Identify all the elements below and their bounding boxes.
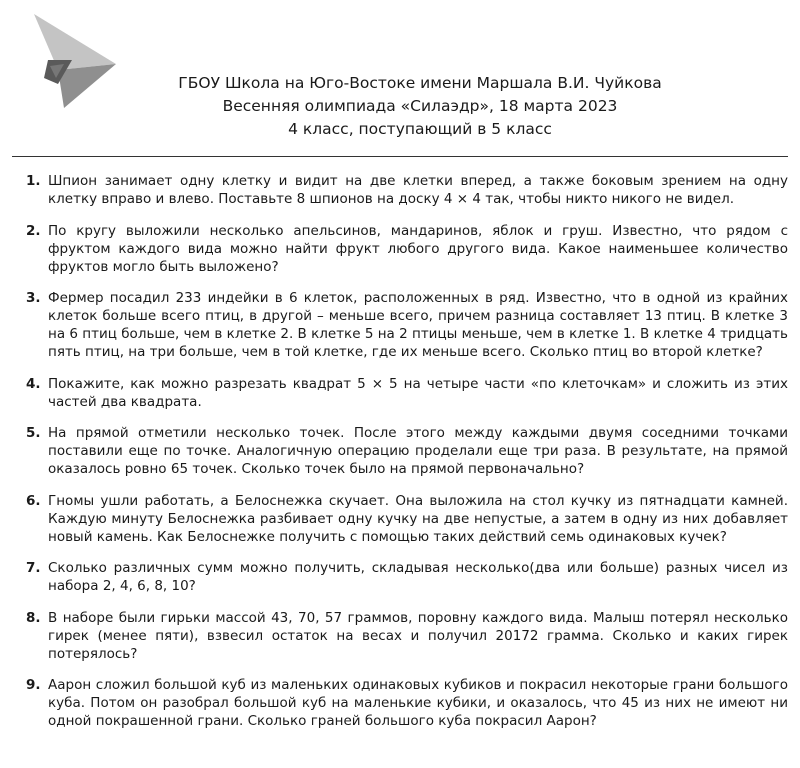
problem-text: Гномы ушли работать, а Белоснежка скучает. Она выложила на стол кучку из пятнадцати камней. Каждую минуту Белоснежка разбивает одну кучку на две непустые, а затем в одну из них добавляет новый камень. Как Белоснежке получить с помощью таких действий семь одинаковых кучек?	[48, 492, 788, 545]
problem-text: Сколько различных сумм можно получить, складывая несколько(два или больше) разных чисел из набора 2, 4, 6, 8, 10?	[48, 560, 788, 594]
logo-upper-wing	[34, 14, 116, 70]
problem-number: 7.	[26, 560, 41, 576]
problem-text: Аарон сложил большой куб из маленьких одинаковых кубиков и покрасил некоторые грани большого куба. Потом он разобрал большой куб на маленькие кубики, и оказалось, что 45 из них не имеют ни одной покрашенной грани. Сколько граней большого куба покрасил Аарон?	[48, 677, 788, 729]
grade-label: 4 класс, поступающий в 5 класс	[288, 120, 552, 138]
problem-text: По кругу выложили несколько апельсинов, мандаринов, яблок и груш. Известно, что рядом с фруктом каждого вида можно найти фрукт любого другого вида. Какое наименьшее количество фруктов могло быть выложено?	[48, 222, 788, 275]
problem-list	[26, 172, 788, 744]
problem-number: 4.	[26, 375, 41, 392]
paper-plane-logo-icon	[28, 12, 120, 112]
document-header	[120, 72, 720, 141]
problem-text: Фермер посадил 233 индейки в 6 клеток, расположенных в ряд. Известно, что в одной из крайних клеток больше всего птиц, в другой – меньше всего, причем разница составляет 13 птиц. В клетке 3 на 6 птиц больше, чем в клетке 2. В клетке 5 на 2 птицы меньше, чем в клетке 1. В клетке 4 тридцать пять птиц, на три больше, чем в той клетке, где их меньше всего. Сколько птиц во второй клетке?	[48, 290, 788, 360]
logo-graphic	[28, 12, 120, 112]
problem-text: Шпион занимает одну клетку и видит на две клетки вперед, а также боковым зрением на одну клетку вправо и влево. Поставьте 8 шпионов на доску 4 × 4 так, чтобы никто никого не видел.	[48, 173, 788, 207]
problem-6	[26, 492, 788, 546]
problem-8	[26, 609, 788, 663]
problem-2	[26, 222, 788, 276]
problem-number: 3.	[26, 290, 41, 306]
olympiad-title: Весенняя олимпиада «Силаэдр», 18 марта 2023	[222, 97, 618, 115]
problem-number: 2.	[26, 222, 41, 239]
problem-number: 6.	[26, 492, 41, 509]
problem-number: 1.	[26, 173, 41, 189]
problem-9	[26, 676, 788, 730]
problem-7	[26, 559, 788, 595]
problem-text: В наборе были гирьки массой 43, 70, 57 граммов, поровну каждого вида. Малыш потерял несколько гирек (менее пяти), взвесил остаток на весах и получил 20172 грамма. Сколько и каких гирек потерялось?	[48, 609, 788, 662]
problem-number: 5.	[26, 425, 41, 441]
problem-text: На прямой отметили несколько точек. После этого между каждыми двумя соседними точками поставили еще по точке. Аналогичную операцию проделали еще три раза. В результате, на прямой оказалось ровно 65 точек. Сколько точек было на прямой первоначально?	[48, 425, 788, 477]
logo-lower-wing	[58, 64, 116, 108]
problem-text: Покажите, как можно разрезать квадрат 5 × 5 на четыре части «по клеточкам» и сложить из этих частей два квадрата.	[48, 375, 788, 410]
problem-number: 9.	[26, 677, 41, 693]
problem-4	[26, 375, 788, 411]
problem-number: 8.	[26, 609, 41, 626]
problem-3	[26, 289, 788, 361]
problem-5	[26, 424, 788, 478]
school-name: ГБОУ Школа на Юго-Востоке имени Маршала В.И. Чуйкова	[178, 74, 662, 92]
header-divider	[12, 156, 788, 157]
problem-1	[26, 172, 788, 208]
